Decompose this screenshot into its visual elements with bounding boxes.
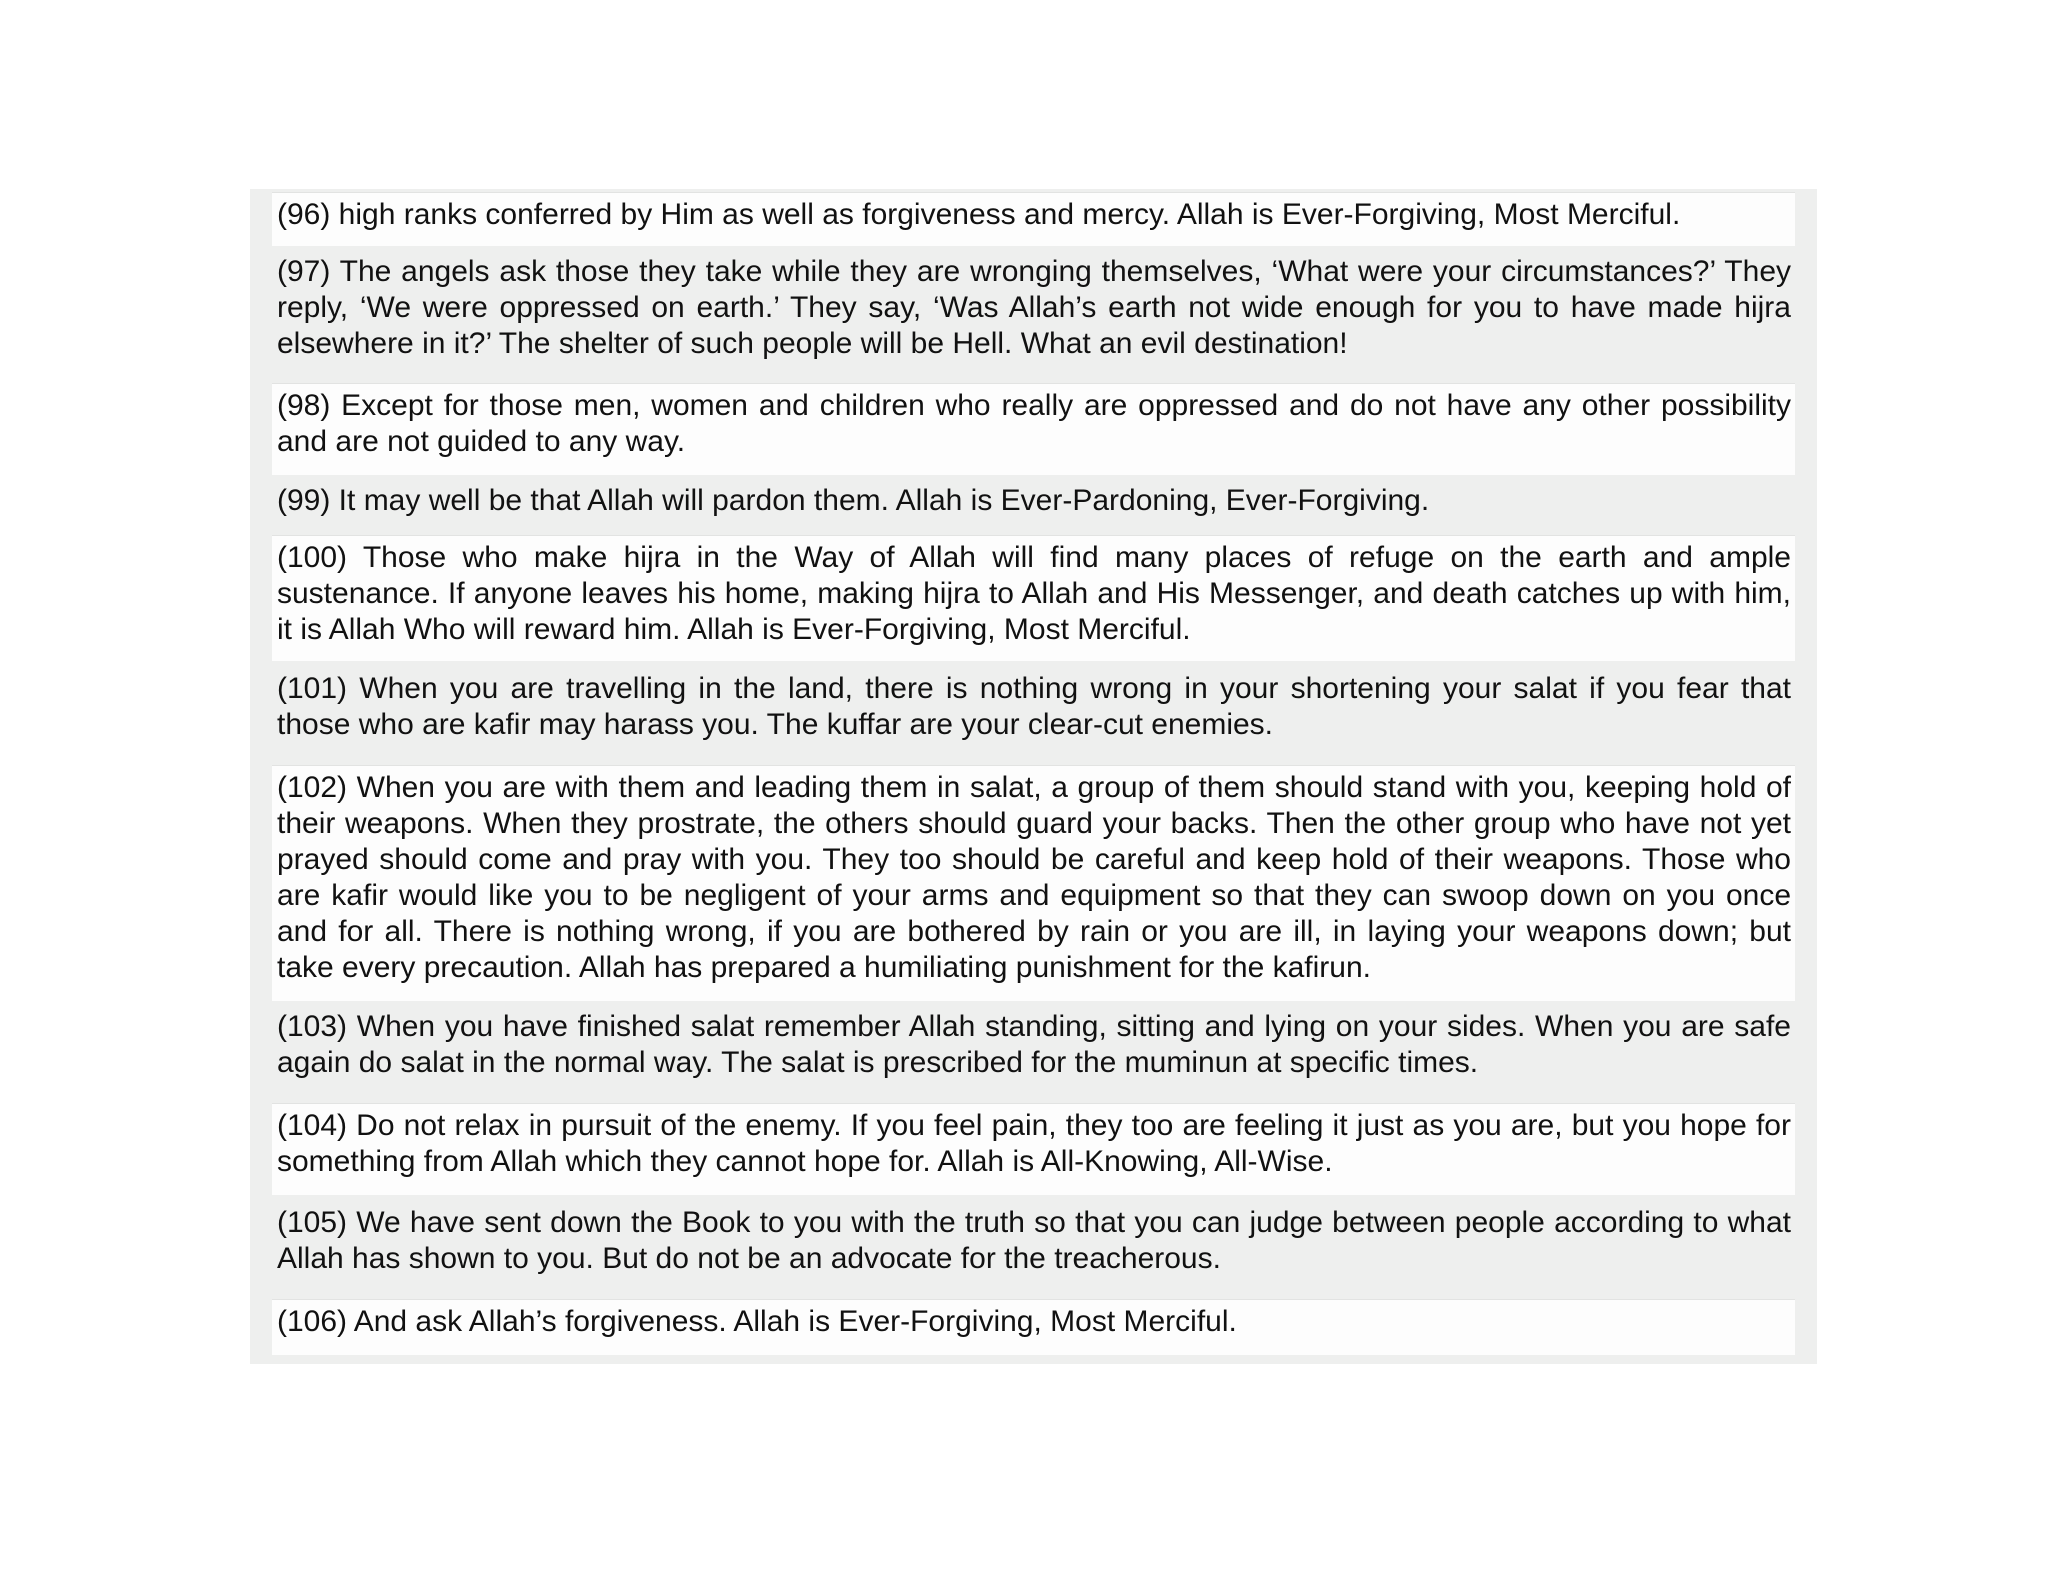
verse-text: (106) And ask Allah’s forgiveness. Allah is Ever-Forgiving, Most Merciful. — [277, 1305, 1237, 1338]
verse-text: (98) Except for those men, women and children who really are oppressed and do not have any other possibility and are not guided to any way. — [277, 389, 1791, 458]
verse-text: (100) Those who make hijra in the Way of Allah will find many places of refuge on the earth and ample sustenance. If anyone leaves his home, making hijra to Allah and His Messenger, and death catches up with him, it is Allah Who will reward him. Allah is Ever-Forgiving, Most Merciful. — [277, 541, 1791, 646]
verse-98 — [272, 383, 1795, 475]
verse-text: (102) When you are with them and leading them in salat, a group of them should stand with you, keeping hold of their weapons. When they prostrate, the others should guard your backs. Then the other group who have not yet prayed should come and pray with you. They too should be careful and keep hold of their weapons. Those who are kafir would like you to be negligent of your arms and equipment so that they can swoop down on you once and for all. There is nothing wrong, if you are bothered by rain or you are ill, in laying your weapons down; but take every precaution. Allah has prepared a humiliating punishment for the kafirun. — [277, 771, 1791, 984]
verse-panel — [250, 189, 1817, 1364]
verse-96 — [272, 192, 1795, 246]
verse-text: (103) When you have finished salat remember Allah standing, sitting and lying on your sides. When you are safe again do salat in the normal way. The salat is prescribed for the muminun at specific times. — [277, 1010, 1791, 1079]
verse-104 — [272, 1103, 1795, 1195]
verse-106 — [272, 1299, 1795, 1355]
verse-text: (104) Do not relax in pursuit of the enemy. If you feel pain, they too are feeling it just as you are, but you hope for something from Allah which they cannot hope for. Allah is All-Knowing, All-Wise. — [277, 1109, 1791, 1178]
verse-99 — [272, 479, 1795, 529]
verse-101 — [272, 667, 1795, 759]
verse-text: (105) We have sent down the Book to you with the truth so that you can judge between people according to what Allah has shown to you. But do not be an advocate for the treacherous. — [277, 1206, 1791, 1275]
verse-text: (101) When you are travelling in the land, there is nothing wrong in your shortening your salat if you fear that those who are kafir may harass you. The kuffar are your clear-cut enemies. — [277, 672, 1791, 741]
verse-text: (96) high ranks conferred by Him as well as forgiveness and mercy. Allah is Ever-Forgiving, Most Merciful. — [277, 198, 1681, 231]
verse-105 — [272, 1201, 1795, 1293]
verse-text: (99) It may well be that Allah will pardon them. Allah is Ever-Pardoning, Ever-Forgiving. — [277, 484, 1430, 517]
verse-text: (97) The angels ask those they take while they are wronging themselves, ‘What were your circumstances?’ They reply, ‘We were oppressed on earth.’ They say, ‘Was Allah’s earth not wide enough for you to have made hijra elsewhere in it?’ The shelter of such people will be Hell. What an evil destination! — [277, 255, 1791, 360]
verse-97 — [272, 250, 1795, 377]
verse-102 — [272, 765, 1795, 1001]
verse-100 — [272, 535, 1795, 661]
verse-103 — [272, 1005, 1795, 1097]
